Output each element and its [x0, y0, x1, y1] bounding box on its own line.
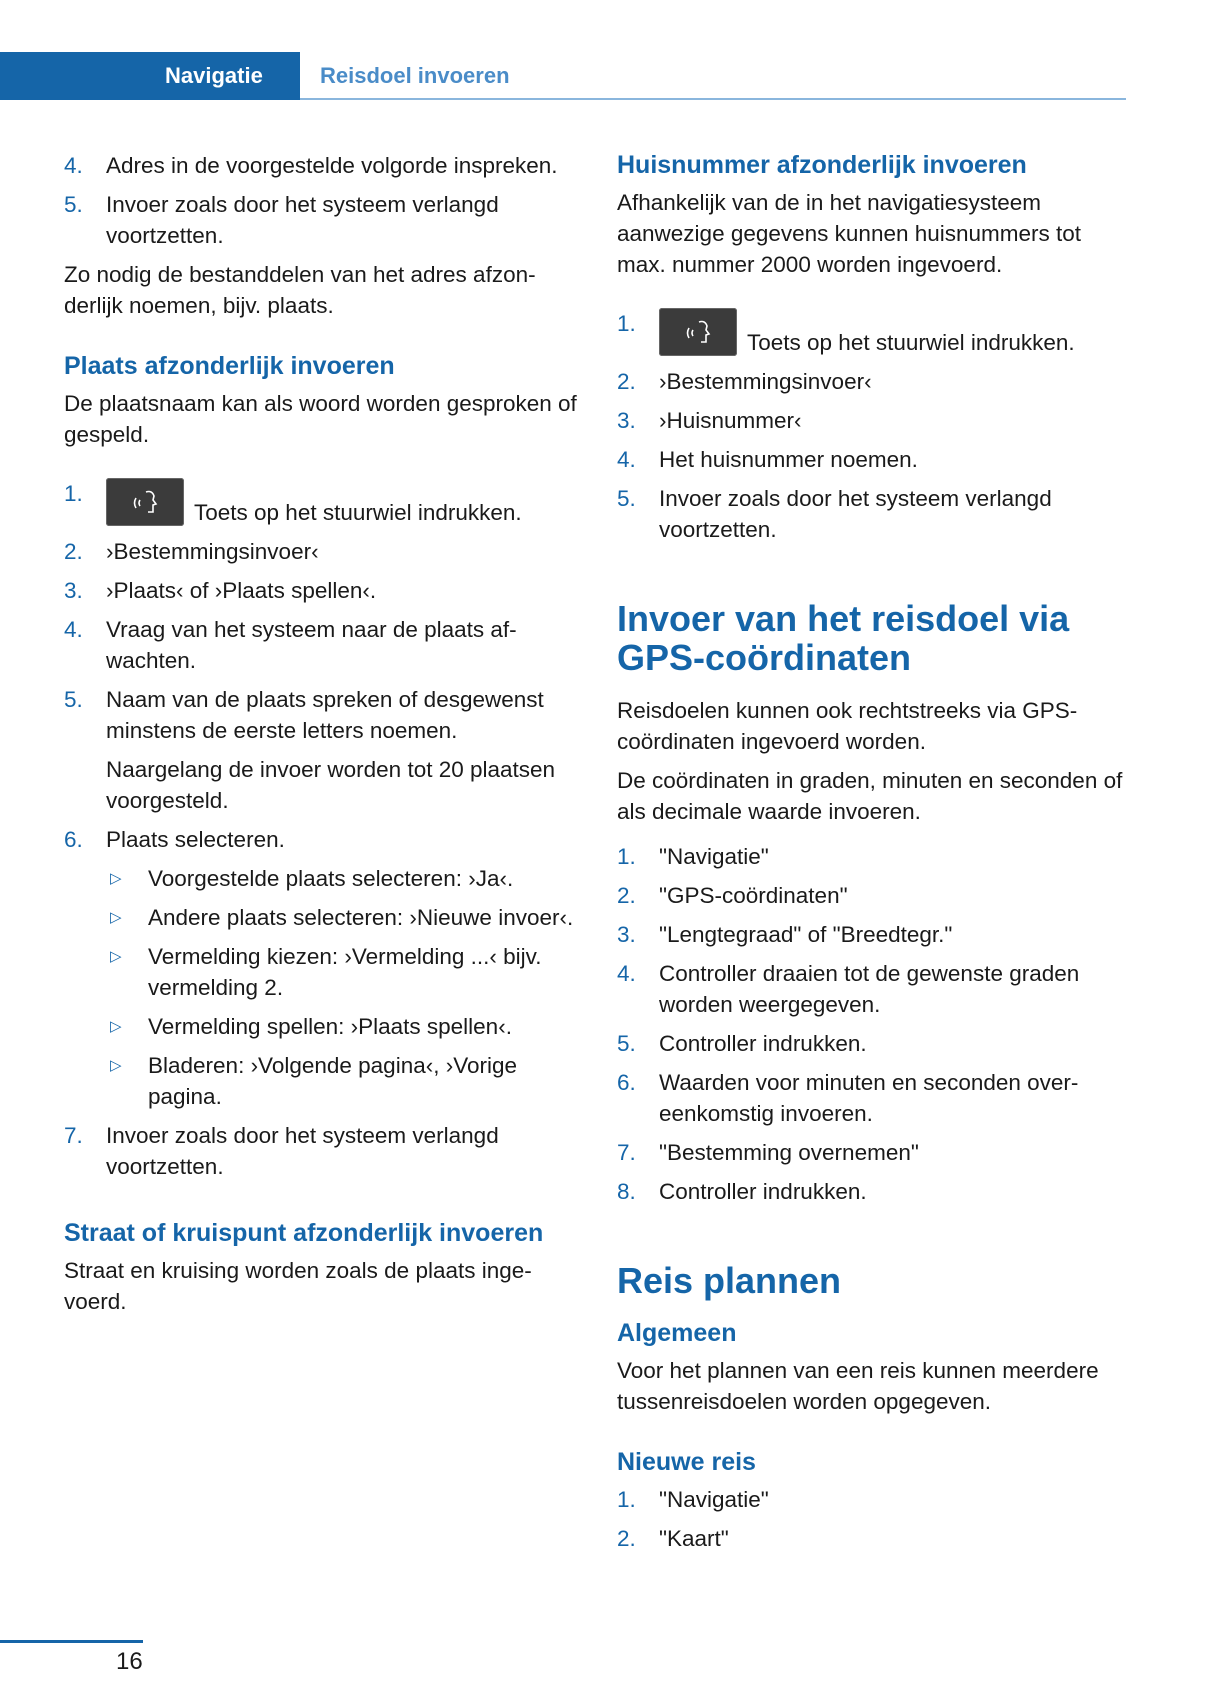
intro-steps — [64, 150, 579, 251]
footer-rule — [0, 1640, 143, 1643]
right-column — [617, 150, 1132, 1562]
huisnummer-heading: Huisnummer afzonderlijk invoeren — [617, 151, 1027, 179]
plaats-steps — [64, 468, 579, 1182]
triangle-bullet-icon: ▷ — [110, 1018, 122, 1035]
section-title: Navigatie — [165, 63, 263, 88]
list-item: 2. "GPS-coördinaten" — [617, 883, 848, 908]
triangle-bullet-icon: ▷ — [110, 909, 122, 926]
list-item: 4. Controller draaien tot de gewenste graden worden weergegeven. — [617, 961, 1080, 1017]
list-item: 2. ›Bestemmingsinvoer‹ — [617, 369, 872, 394]
option-list — [106, 863, 579, 1112]
list-item: 3. "Lengtegraad" of "Breedtegr." — [617, 922, 953, 947]
straat-text: Straat en kruising worden zoals de plaats ingevoerd. — [64, 1258, 532, 1314]
list-item: 7. Invoer zoals door het systeem verlangd voortzetten. — [64, 1123, 499, 1179]
triangle-bullet-icon: ▷ — [110, 870, 122, 887]
list-item: 6. Waarden voor minuten en seconden overeenkomstig invoeren. — [617, 1070, 1079, 1126]
list-item: 2. "Kaart" — [617, 1526, 729, 1551]
gps-text-1: Reisdoelen kunnen ook rechtstreeks via GPS-coördinaten ingevoerd worden. — [617, 698, 1078, 754]
subsection-title: Reisdoel invoeren — [320, 63, 510, 88]
list-item: 8. Controller indrukken. — [617, 1179, 867, 1204]
list-item: 3. ›Plaats‹ of ›Plaats spellen‹. — [64, 578, 377, 603]
list-item: 1. "Navigatie" — [617, 844, 769, 869]
list-item: 6. Plaats selecteren. ▷ Voorgestelde plaats selecteren: ›Ja‹. ▷ Andere plaats selecteren: ›Nieuwe invoer‹. ▷ Vermelding kiezen: ›Vermelding ...‹ bijv. vermelding 2. ▷ Vermelding spellen: ›Plaats spellen‹. ▷ Bladeren: ›Volgende pagina‹, ›Vorige pagina. — [64, 824, 579, 1112]
algemeen-heading: Algemeen — [617, 1319, 737, 1347]
nieuwe-reis-heading: Nieuwe reis — [617, 1448, 756, 1476]
header-rule — [300, 98, 1126, 100]
triangle-bullet-icon: ▷ — [110, 948, 122, 965]
list-item: 4. Vraag van het systeem naar de plaats afwachten. — [64, 617, 517, 673]
gps-heading: Invoer van het reisdoel via GPS-coördinaten — [617, 598, 1070, 678]
bullet-item: ▷ Vermelding kiezen: ›Vermelding ...‹ bijv. vermelding 2. — [106, 941, 579, 1003]
bullet-item: ▷ Bladeren: ›Volgende pagina‹, ›Vorige pagina. — [106, 1050, 579, 1112]
gps-steps — [617, 841, 1132, 1207]
straat-heading: Straat of kruispunt afzonderlijk invoeren — [64, 1219, 544, 1247]
list-item: 5. Invoer zoals door het systeem verlangd voortzetten. — [617, 486, 1052, 542]
list-item: 2. ›Bestemmingsinvoer‹ — [64, 539, 319, 564]
left-column — [64, 150, 579, 1325]
plaats-heading: Plaats afzonderlijk invoeren — [64, 352, 395, 380]
bullet-item: ▷ Andere plaats selecteren: ›Nieuwe invoer‹. — [106, 902, 579, 933]
list-item: 5. Naam van de plaats spreken of desgewenst minstens de eerste letters noemen. Naargelang de invoer worden tot 20 plaatsen voorgesteld. — [64, 684, 579, 816]
reis-heading: Reis plannen — [617, 1260, 842, 1301]
plaats-text: De plaatsnaam kan als woord worden gesproken of gespeld. — [64, 391, 577, 447]
list-item: 1. "Navigatie" — [617, 1487, 769, 1512]
intro-note: Zo nodig de bestanddelen van het adres afzonderlijk noemen, bijv. plaats. — [64, 262, 536, 318]
bullet-item: ▷ Vermelding spellen: ›Plaats spellen‹. — [106, 1011, 579, 1042]
algemeen-text: Voor het plannen van een reis kunnen meerdere tussenreisdoelen worden opgegeven. — [617, 1358, 1099, 1414]
huisnummer-steps — [617, 298, 1132, 545]
gps-text-2: De coördinaten in graden, minuten en seconden of als decimale waarde invoeren. — [617, 768, 1123, 824]
list-item: 4. Adres in de voorgestelde volgorde inspreken. — [64, 153, 558, 178]
nieuwe-reis-steps — [617, 1484, 1132, 1554]
list-item: 5. Invoer zoals door het systeem verlangd voortzetten. — [64, 192, 499, 248]
huisnummer-text: Afhankelijk van de in het navigatiesysteem aanwezige gegevens kunnen huisnummers tot max. nummer 2000 worden ingevoerd. — [617, 190, 1082, 277]
voice-command-icon — [659, 308, 737, 356]
bullet-item: ▷ Voorgestelde plaats selecteren: ›Ja‹. — [106, 863, 579, 894]
page-number: 16 — [116, 1648, 143, 1675]
list-item: 5. Controller indrukken. — [617, 1031, 867, 1056]
list-item: 3. ›Huisnummer‹ — [617, 408, 802, 433]
list-item: 1. Toets op het stuurwiel indrukken. — [617, 298, 1132, 358]
list-item: 7. "Bestemming overnemen" — [617, 1140, 919, 1165]
list-item: 1. Toets op het stuurwiel indrukken. — [64, 468, 579, 528]
step-note: Naargelang de invoer worden tot 20 plaatsen voorgesteld. — [106, 757, 556, 813]
voice-command-icon — [106, 478, 184, 526]
list-item: 4. Het huisnummer noemen. — [617, 447, 918, 472]
triangle-bullet-icon: ▷ — [110, 1057, 122, 1074]
